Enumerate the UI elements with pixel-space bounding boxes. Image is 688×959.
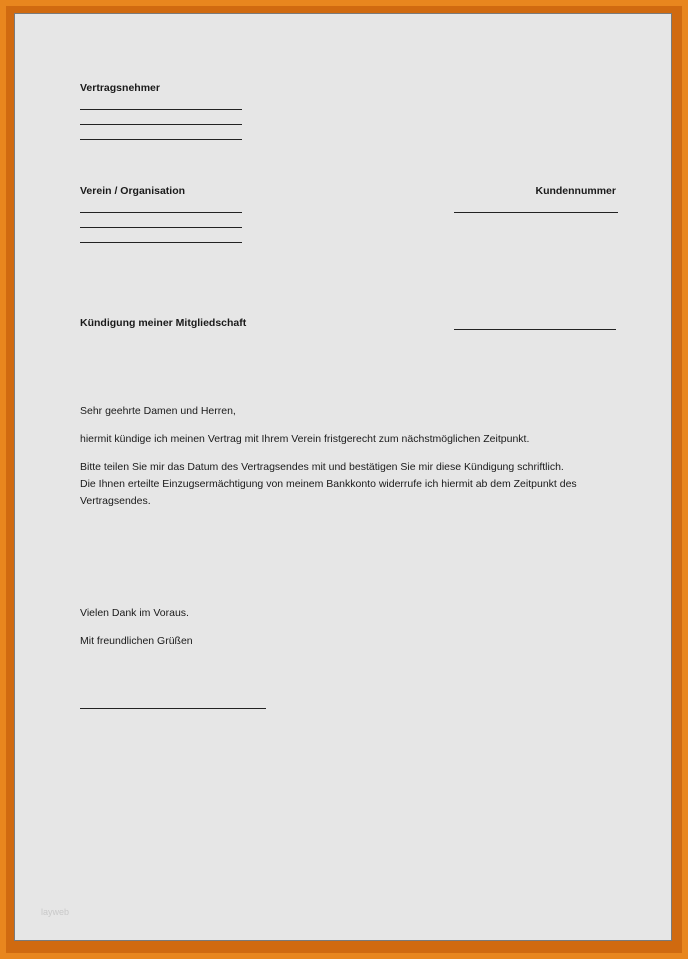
closing-thanks: Vielen Dank im Voraus. <box>80 607 189 619</box>
customer-number-line[interactable] <box>454 212 618 213</box>
body-sentence-confirm: Bitte teilen Sie mir das Datum des Vertragsendes mit und bestätigen Sie mir diese Kündigung schriftlich. <box>80 461 564 473</box>
signature-line[interactable] <box>80 708 266 709</box>
contractor-line-1[interactable] <box>80 109 242 110</box>
contractor-line-3[interactable] <box>80 139 242 140</box>
salutation: Sehr geehrte Damen und Herren, <box>80 405 236 417</box>
contractor-line-2[interactable] <box>80 124 242 125</box>
organization-line-1[interactable] <box>80 212 242 213</box>
organization-line-3[interactable] <box>80 242 242 243</box>
organization-line-2[interactable] <box>80 227 242 228</box>
closing-regards: Mit freundlichen Grüßen <box>80 635 193 647</box>
date-line[interactable] <box>454 329 616 330</box>
subject-heading: Kündigung meiner Mitgliedschaft <box>80 317 247 329</box>
organization-label: Verein / Organisation <box>80 185 186 197</box>
body-paragraph-1: hiermit kündige ich meinen Vertrag mit Ihrem Verein fristgerecht zum nächstmöglichen Zeitpunkt. <box>80 433 530 445</box>
document-page <box>14 13 672 941</box>
contractor-label: Vertragsnehmer <box>80 82 160 94</box>
body-sentence-revoke: Die Ihnen erteilte Einzugsermächtigung von meinem Bankkonto widerrufe ich hiermit ab dem Zeitpunkt des Vertragsendes. <box>80 478 577 507</box>
body-paragraph-2 <box>80 459 620 510</box>
watermark-text: layweb <box>41 907 70 917</box>
customer-number-label: Kundennummer <box>535 185 616 197</box>
